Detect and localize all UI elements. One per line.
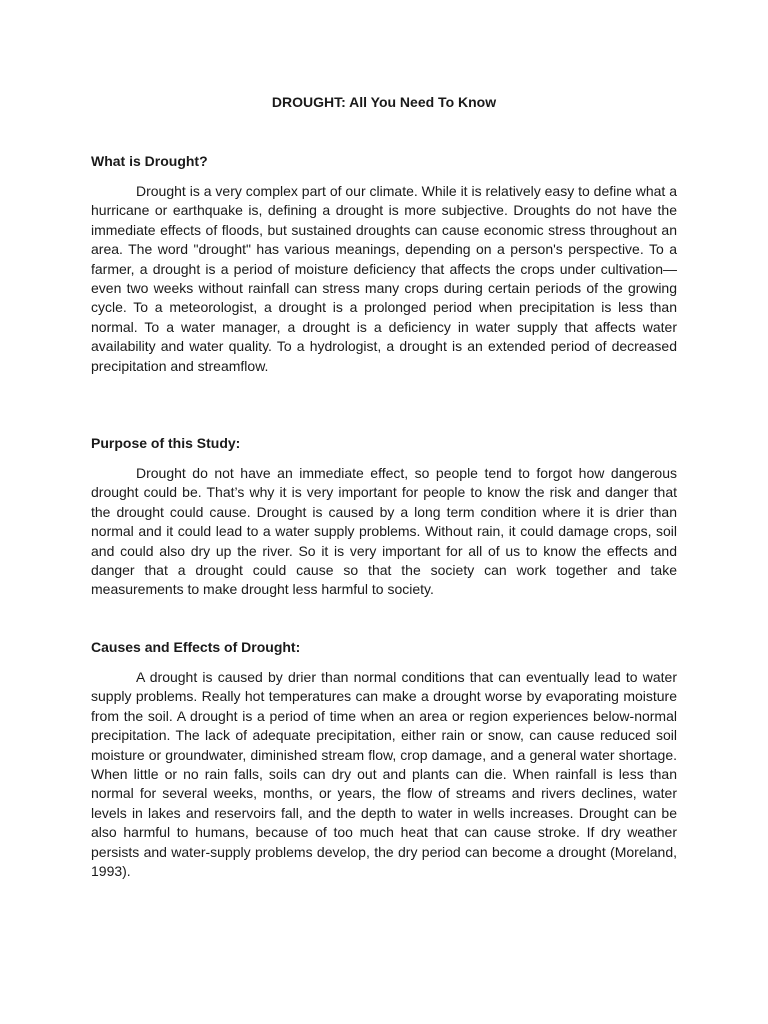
section-causes-and-effects [91, 638, 677, 881]
section-paragraph: A drought is caused by drier than normal conditions that can eventually lead to water supply problems. Really hot temperatures can make a drought worse by evaporating moisture from the soil. A drought is a period of time when an area or region experiences below-normal precipitation. The lack of adequate precipitation, either rain or snow, can cause reduced soil moisture or groundwater, diminished stream flow, crop damage, and a general water shortage. When little or no rain falls, soils can dry out and plants can die. When rainfall is less than normal for several weeks, months, or years, the flow of streams and rivers declines, water levels in lakes and reservoirs fall, and the depth to water in wells increases. Drought can be also harmful to humans, because of too much heat that can cause stroke. If dry weather persists and water-supply problems develop, the dry period can become a drought (Moreland, 1993). [91, 669, 677, 880]
section-heading: What is Drought? [91, 153, 208, 169]
section-heading: Causes and Effects of Drought: [91, 639, 301, 655]
section-heading: Purpose of this Study: [91, 435, 241, 451]
section-paragraph: Drought do not have an immediate effect, so people tend to forgot how dangerous drought could be. That’s why it is very important for people to know the risk and danger that the drought could cause. Drought is caused by a long term condition where it is drier than normal and it could lead to a water supply problems. Without rain, it could damage crops, soil and could also dry up the river. So it is very important for all of us to know the effects and danger that a drought could cause so that the society can work together and take measurements to make drought less harmful to society. [91, 465, 677, 598]
section-paragraph: Drought is a very complex part of our climate. While it is relatively easy to define what a hurricane or earthquake is, defining a drought is more subjective. Droughts do not have the immediate effects of floods, but sustained droughts can cause economic stress throughout an area. The word "drought" has various meanings, depending on a person's perspective. To a farmer, a drought is a period of moisture deficiency that affects the crops under cultivation—even two weeks without rainfall can stress many crops during certain periods of the growing cycle. To a meteorologist, a drought is a prolonged period when precipitation is less than normal. To a water manager, a drought is a deficiency in water supply that affects water availability and water quality. To a hydrologist, a drought is an extended period of decreased precipitation and streamflow. [91, 183, 677, 374]
document-title: DROUGHT: All You Need To Know [271, 94, 497, 110]
section-what-is-drought [91, 152, 677, 376]
section-purpose-of-study [91, 434, 677, 600]
